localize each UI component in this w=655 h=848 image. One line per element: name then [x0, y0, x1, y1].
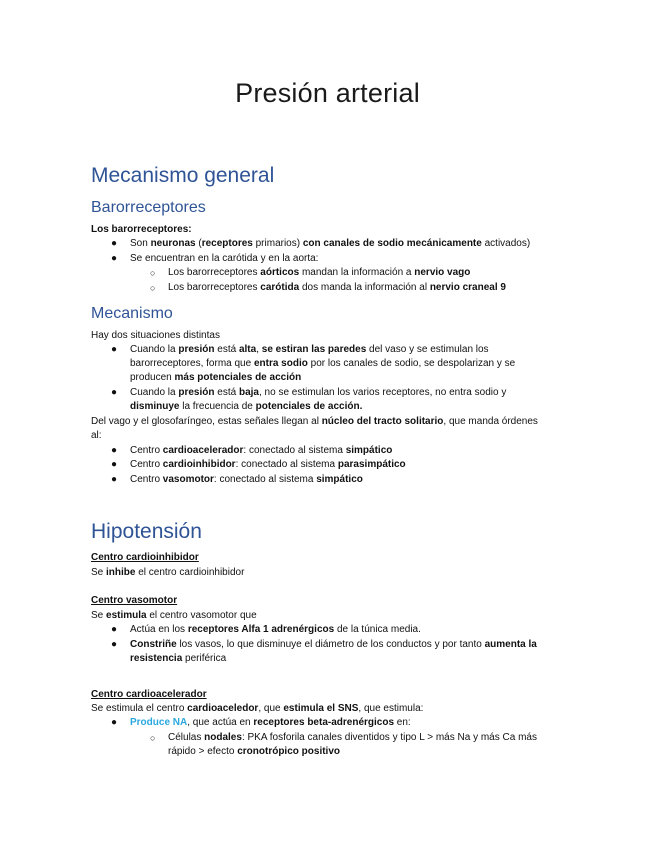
sub-bullet-icon: ○: [150, 733, 156, 743]
vasomotor-bullet-1: Actúa en los receptores Alfa 1 adrenérgicos de la túnica media.: [130, 624, 421, 635]
mecanismo-intro: Hay dos situaciones distintas: [91, 330, 220, 341]
centro-cardioinhibidor-item: Centro cardioinhibidor: conectado al sistema parasimpático: [130, 459, 406, 470]
cardioacelerador-sub-bullet-line-1: Células nodales: PKA fosforila canales diventidos y tipo L > más Na y más Ca más: [168, 732, 537, 743]
centro-cardioacelerador-text: Se estimula el centro cardioaceledor, que estimula el SNS, que estimula:: [91, 703, 424, 714]
heading-mecanismo-general: Mecanismo general: [91, 164, 275, 187]
centro-cardioacelerador-heading: Centro cardioacelerador: [91, 689, 207, 700]
mecanismo-paragraph-line-2: al:: [91, 430, 102, 441]
centro-cardioinhibidor-heading: Centro cardioinhibidor: [91, 552, 199, 563]
barorreceptores-bullet-2: Se encuentran en la carótida y en la aorta:: [130, 253, 319, 264]
heading-mecanismo: Mecanismo: [91, 305, 173, 322]
centro-cardioacelerador-item: Centro cardioacelerador: conectado al sistema simpático: [130, 445, 393, 456]
bullet-icon: ●: [111, 387, 118, 398]
bullet-icon: ●: [111, 717, 118, 728]
vasomotor-bullet-2-line-1: Constriñe los vasos, lo que disminuye el diámetro de los conductos y por tanto aumenta la: [130, 639, 537, 650]
mecanismo-bullet-1-line-3: producen más potenciales de acción: [130, 372, 302, 383]
barorreceptores-bullet-1: Son neuronas (receptores primarios) con canales de sodio mecánicamente activados): [130, 238, 531, 249]
page-title: Presión arterial: [235, 78, 420, 108]
bullet-icon: ●: [111, 344, 118, 355]
sub-bullet-icon: ○: [150, 283, 156, 293]
mecanismo-bullet-1-line-1: Cuando la presión está alta, se estiran las paredes del vaso y se estimulan los: [130, 344, 489, 355]
bullet-icon: ●: [111, 624, 118, 635]
bullet-icon: ●: [111, 445, 118, 456]
mecanismo-bullet-1-line-2: barorreceptores, forma que entra sodio por los canales de sodio, se despolarizan y se: [130, 358, 516, 369]
cardioacelerador-bullet-1: Produce NA, que actúa en receptores beta-adrenérgicos en:: [130, 717, 411, 728]
heading-hipotension: Hipotensión: [91, 520, 202, 543]
barorreceptores-intro: Los barorreceptores:: [91, 224, 192, 235]
sub-bullet-icon: ○: [150, 268, 156, 278]
centro-vasomotor-item: Centro vasomotor: conectado al sistema simpático: [130, 474, 363, 485]
vasomotor-bullet-2-line-2: resistencia periférica: [130, 653, 227, 664]
centro-vasomotor-heading: Centro vasomotor: [91, 595, 178, 606]
bullet-icon: ●: [111, 238, 118, 249]
barorreceptores-sub-bullet-1: Los barorreceptores aórticos mandan la información a nervio vago: [168, 267, 471, 278]
mecanismo-bullet-2-line-2: disminuye la frecuencia de potenciales de acción.: [130, 401, 363, 412]
bullet-icon: ●: [111, 253, 118, 264]
cardioacelerador-sub-bullet-line-2: rápido > efecto cronotrópico positivo: [168, 746, 340, 757]
bullet-icon: ●: [111, 459, 118, 470]
centro-cardioinhibidor-text: Se inhibe el centro cardioinhibidor: [91, 567, 245, 578]
barorreceptores-sub-bullet-2: Los barorreceptores carótida dos manda la información al nervio craneal 9: [168, 282, 506, 293]
bullet-icon: ●: [111, 474, 118, 485]
mecanismo-paragraph-line-1: Del vago y el glosofaríngeo, estas señales llegan al núcleo del tracto solitario, que manda órdenes: [91, 416, 538, 427]
bullet-icon: ●: [111, 639, 118, 650]
heading-barorreceptores: Barorreceptores: [91, 199, 206, 216]
mecanismo-bullet-2-line-1: Cuando la presión está baja, no se estimulan los varios receptores, no entra sodio y: [130, 387, 507, 398]
centro-vasomotor-text: Se estimula el centro vasomotor que: [91, 610, 257, 621]
